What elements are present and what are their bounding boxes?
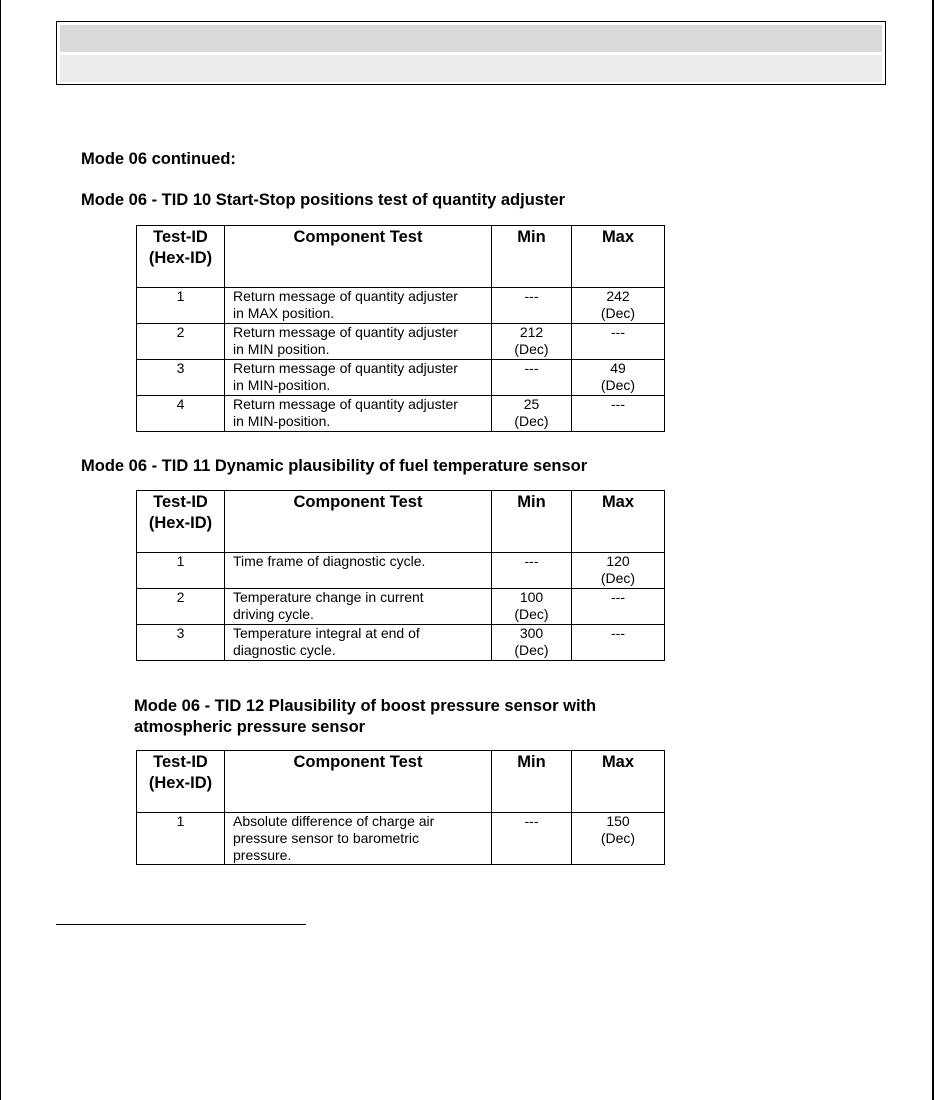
cell-text-line: Temperature change in current [233, 589, 424, 605]
section-heading-tid11: Mode 06 - TID 11 Dynamic plausibility of fuel temperature sensor [81, 457, 588, 475]
cell-max [572, 553, 665, 589]
page-right-border [932, 0, 934, 1100]
cell-min-value: --- [524, 813, 539, 829]
cell-test-id: 3 [137, 625, 225, 661]
col-header-test-id-line2: (Hex-ID) [148, 249, 213, 267]
cell-min [492, 360, 572, 396]
col-header-component-test: Component Test [225, 491, 492, 553]
cell-max-value: 120 [606, 553, 630, 569]
cell-min-value: 300 [519, 625, 544, 641]
col-header-test-id [137, 226, 225, 288]
header-subtitle-bar [60, 55, 882, 82]
col-header-component-test: Component Test [225, 751, 492, 813]
cell-min [492, 813, 572, 865]
cell-max-value: --- [611, 589, 625, 605]
document-header [56, 21, 886, 85]
cell-text-line: Time frame of diagnostic cycle. [233, 553, 426, 569]
section-heading-tid12-line2: atmospheric pressure sensor [134, 718, 366, 736]
table-header-row [137, 226, 665, 288]
cell-test-id: 4 [137, 396, 225, 432]
cell-text-line: Return message of quantity adjuster [233, 396, 458, 412]
cell-text-line: pressure. [233, 847, 292, 863]
table-row [137, 360, 665, 396]
cell-text-line: diagnostic cycle. [233, 642, 336, 658]
cell-test-id: 1 [137, 288, 225, 324]
cell-text-line: Absolute difference of charge air [233, 813, 435, 829]
cell-max [572, 288, 665, 324]
cell-text-line: Return message of quantity adjuster [233, 324, 458, 340]
table-row [137, 589, 665, 625]
cell-min-value: 100 [519, 589, 544, 605]
cell-min [492, 553, 572, 589]
cell-test-id: 2 [137, 589, 225, 625]
cell-text-line: Return message of quantity adjuster [233, 288, 458, 304]
cell-min-value: --- [524, 360, 539, 376]
cell-min [492, 625, 572, 661]
cell-min-unit: (Dec) [514, 642, 549, 658]
col-header-test-id-line1: Test-ID [153, 228, 208, 246]
cell-min [492, 589, 572, 625]
col-header-component-test: Component Test [225, 226, 492, 288]
col-header-test-id [137, 751, 225, 813]
col-header-test-id-line2: (Hex-ID) [148, 514, 213, 532]
cell-component-test [225, 288, 492, 324]
cell-text-line: in MIN position. [233, 341, 330, 357]
cell-component-test [225, 553, 492, 589]
cell-text-line: in MIN-position. [233, 377, 331, 393]
cell-max-value: 150 [606, 813, 630, 829]
cell-max [572, 360, 665, 396]
cell-component-test [225, 589, 492, 625]
cell-text-line: in MIN-position. [233, 413, 331, 429]
table-header-row [137, 491, 665, 553]
table-tid12 [136, 750, 665, 865]
cell-component-test [225, 625, 492, 661]
cell-text-line: in MAX position. [233, 305, 335, 321]
col-header-test-id-line1: Test-ID [153, 753, 208, 771]
col-header-min: Min [492, 491, 572, 553]
table-tid10 [136, 225, 665, 432]
cell-component-test [225, 360, 492, 396]
cell-max [572, 396, 665, 432]
cell-min-value: 25 [523, 396, 540, 412]
footnote-separator [56, 924, 306, 925]
cell-max-value: --- [611, 396, 625, 412]
col-header-test-id [137, 491, 225, 553]
cell-text-line: driving cycle. [233, 606, 314, 622]
section-heading-tid10: Mode 06 - TID 10 Start-Stop positions test of quantity adjuster [81, 191, 566, 209]
cell-max-value: --- [611, 324, 625, 340]
cell-max-value: --- [611, 625, 625, 641]
cell-text-line: pressure sensor to barometric [233, 830, 419, 846]
table-row [137, 813, 665, 865]
table-row [137, 625, 665, 661]
cell-max-unit: (Dec) [600, 377, 636, 393]
cell-min-unit: (Dec) [514, 413, 549, 429]
cell-min [492, 396, 572, 432]
cell-min-value: --- [524, 288, 539, 304]
col-header-min: Min [492, 751, 572, 813]
cell-min [492, 324, 572, 360]
cell-test-id: 1 [137, 813, 225, 865]
cell-max-value: 49 [610, 360, 626, 376]
table-tid11 [136, 490, 665, 661]
table-row [137, 324, 665, 360]
cell-min [492, 288, 572, 324]
cell-test-id: 2 [137, 324, 225, 360]
cell-test-id: 1 [137, 553, 225, 589]
col-header-max: Max [572, 226, 665, 288]
col-header-test-id-line2: (Hex-ID) [148, 774, 213, 792]
table-row [137, 553, 665, 589]
cell-component-test [225, 396, 492, 432]
cell-min-unit: (Dec) [514, 341, 549, 357]
cell-max [572, 324, 665, 360]
table-row [137, 288, 665, 324]
cell-max-value: 242 [606, 288, 630, 304]
cell-max [572, 589, 665, 625]
page-left-border [0, 0, 1, 1100]
cell-max-unit: (Dec) [600, 830, 636, 846]
cell-max-unit: (Dec) [600, 305, 636, 321]
cell-min-value: 212 [519, 324, 544, 340]
cell-text-line: Temperature integral at end of [233, 625, 420, 641]
cell-min-unit: (Dec) [514, 606, 549, 622]
cell-min-value: --- [524, 553, 539, 569]
cell-max-unit: (Dec) [600, 570, 636, 586]
table-header-row [137, 751, 665, 813]
section-heading-continued: Mode 06 continued: [81, 150, 236, 168]
cell-max [572, 625, 665, 661]
header-title-bar [60, 25, 882, 52]
cell-text-line: Return message of quantity adjuster [233, 360, 458, 376]
section-heading-tid12-line1: Mode 06 - TID 12 Plausibility of boost pressure sensor with [134, 697, 597, 715]
col-header-max: Max [572, 751, 665, 813]
cell-test-id: 3 [137, 360, 225, 396]
cell-component-test [225, 324, 492, 360]
table-row [137, 396, 665, 432]
cell-component-test [225, 813, 492, 865]
col-header-min: Min [492, 226, 572, 288]
cell-max [572, 813, 665, 865]
col-header-max: Max [572, 491, 665, 553]
section-heading-tid12 [134, 696, 694, 738]
col-header-test-id-line1: Test-ID [153, 493, 208, 511]
